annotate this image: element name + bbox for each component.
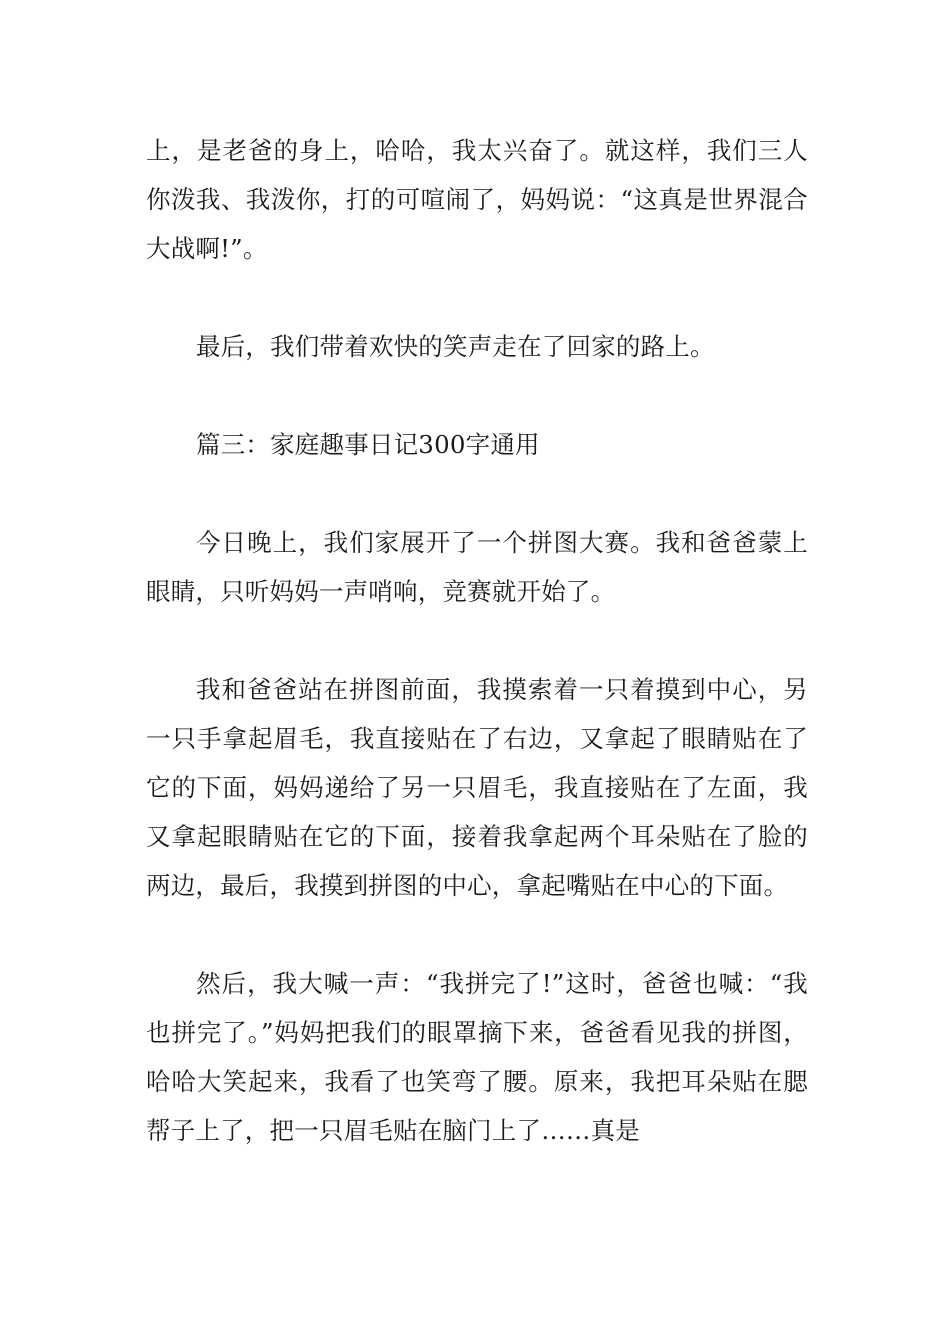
document-page: [146, 126, 808, 1155]
section-heading: 篇三：家庭趣事日记300字通用: [196, 430, 540, 459]
paragraph-continuation: 上，是老爸的身上，哈哈，我太兴奋了。就这样，我们三人你泼我、我泼你，打的可喧闹了，妈妈说：“这真是世界混合大战啊!”。: [146, 136, 808, 263]
paragraph-intro: 今日晚上，我们家展开了一个拼图大赛。我和爸爸蒙上眼睛，只听妈妈一声哨响，竞赛就开始了。: [146, 528, 808, 606]
paragraph-ending: 最后，我们带着欢快的笑声走在了回家的路上。: [196, 332, 715, 361]
paragraph-result: 然后，我大喊一声：“我拼完了!”这时，爸爸也喊：“我也拼完了。”妈妈把我们的眼罩摘下来，爸爸看见我的拼图，哈哈大笑起来，我看了也笑弯了腰。原来，我把耳朵贴在腮帮子上了，把一只眉毛贴在脑门上了……真是: [146, 969, 808, 1145]
paragraph-puzzle: 我和爸爸站在拼图前面，我摸索着一只着摸到中心，另一只手拿起眉毛，我直接贴在了右边，又拿起了眼睛贴在了它的下面，妈妈递给了另一只眉毛，我直接贴在了左面，我又拿起眼睛贴在它的下面，接着我拿起两个耳朵贴在了脸的两边，最后，我摸到拼图的中心，拿起嘴贴在中心的下面。: [146, 675, 808, 900]
